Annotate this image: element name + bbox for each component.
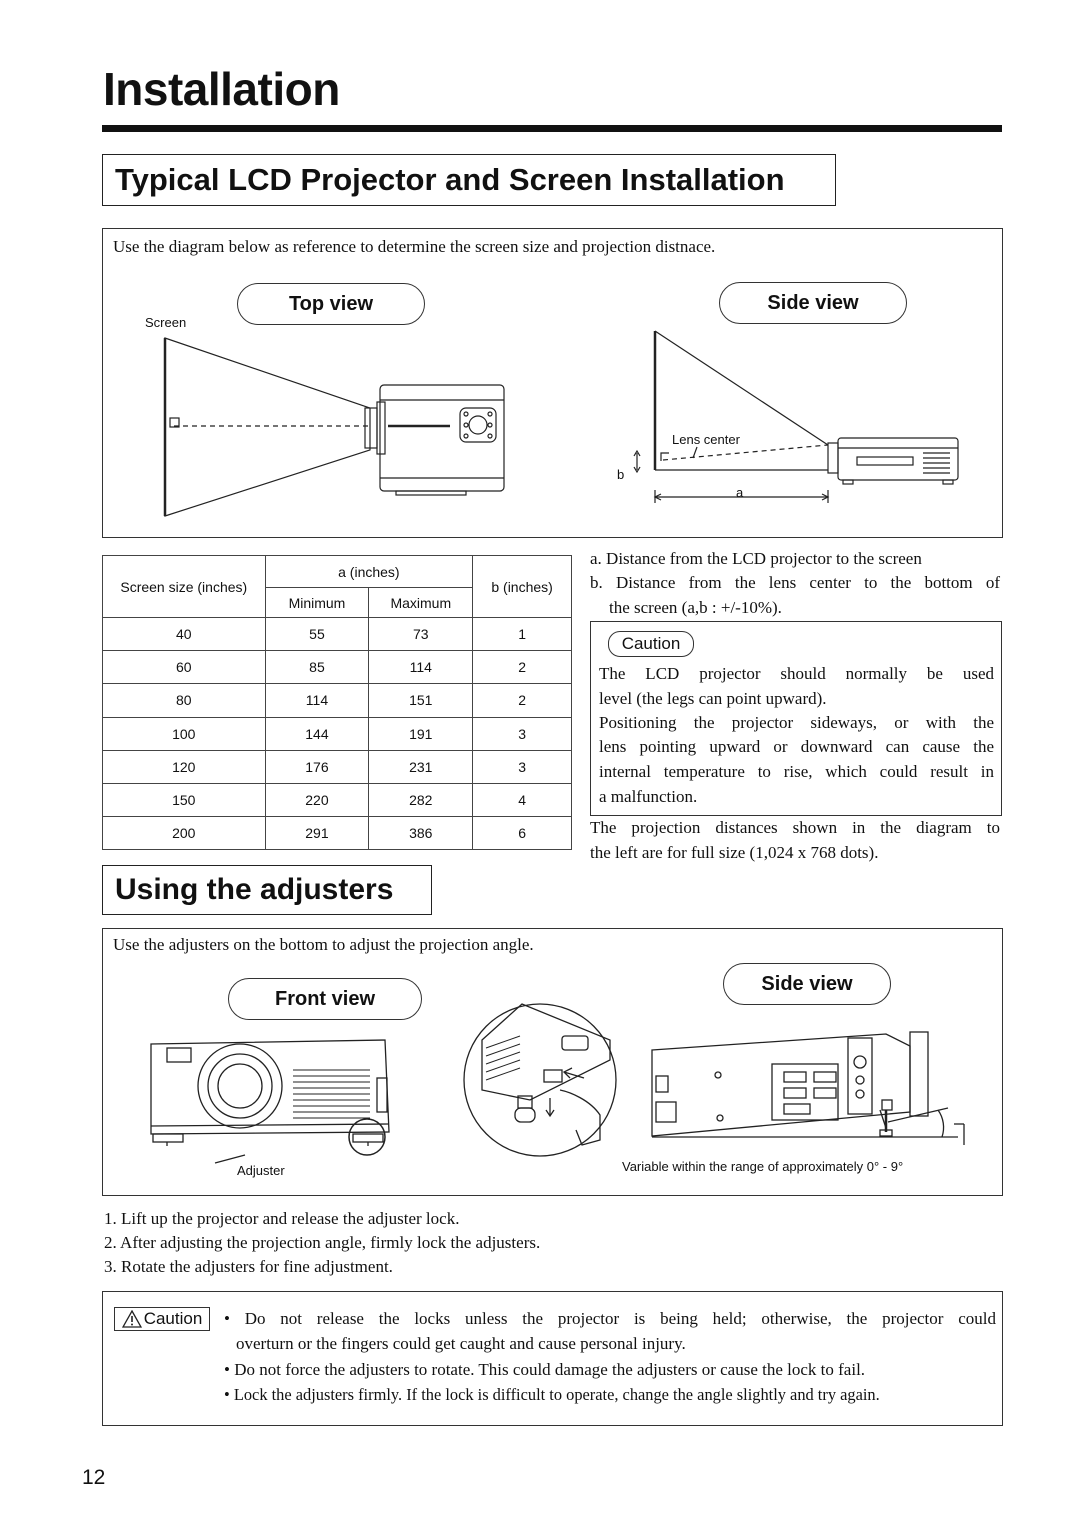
b-definition-line2: the screen (a,b : +/-10%). [609, 598, 782, 617]
cell-b: 4 [473, 783, 572, 816]
cell-screen-size: 40 [103, 618, 266, 651]
cell-screen-size: 200 [103, 816, 266, 849]
adjuster-foot-icon [153, 1134, 183, 1142]
step-2: 2. After adjusting the projection angle, firmly lock the adjusters. [104, 1233, 541, 1252]
section-heading-installation: Typical LCD Projector and Screen Installation [102, 154, 836, 206]
lens-icon [198, 1044, 282, 1128]
power-socket-icon [656, 1102, 676, 1122]
side-view-label-2: Side view [723, 963, 891, 1005]
table-row [103, 717, 572, 750]
b-dimension-label: b [617, 467, 625, 482]
page-title: Installation [103, 63, 340, 115]
adjuster-closeup-diagram [460, 1000, 620, 1160]
hand-icon [560, 1090, 600, 1145]
cell-b: 2 [473, 651, 572, 684]
cell-a-min: 114 [265, 684, 369, 717]
side-view-adjuster-diagram [648, 1020, 973, 1145]
a-dimension-label: a [736, 485, 744, 500]
caution-line: Positioning the projector sideways, or with the [599, 713, 994, 732]
installation-intro: Use the diagram below as reference to determine the screen size and projection distnace. [113, 237, 716, 256]
table-row [103, 651, 572, 684]
front-view-diagram [145, 1030, 395, 1165]
distance-note-line2: the left are for full size (1,024 x 768 dots). [590, 843, 879, 862]
header-maximum: Maximum [369, 588, 473, 618]
cell-a-max: 151 [369, 684, 473, 717]
adjuster-lock-icon [544, 1070, 562, 1082]
step-3: 3. Rotate the adjusters for fine adjustment. [104, 1257, 393, 1276]
cell-screen-size: 80 [103, 684, 266, 717]
cell-a-max: 191 [369, 717, 473, 750]
projector-corner-icon [482, 1004, 610, 1100]
table-row [103, 816, 572, 849]
projection-beam [165, 338, 370, 516]
caution-line: level (the legs can point upward). [599, 689, 827, 708]
caution-badge-text: Caution [143, 1309, 203, 1328]
table-row [103, 618, 572, 651]
cell-screen-size: 150 [103, 783, 266, 816]
cell-a-min: 176 [265, 750, 369, 783]
cell-screen-size: 100 [103, 717, 266, 750]
adjusters-intro: Use the adjusters on the bottom to adjust the projection angle. [113, 935, 534, 954]
warning-triangle-icon [122, 1310, 142, 1328]
caution-line: a malfunction. [599, 787, 698, 806]
projector-front-icon [151, 1040, 389, 1134]
title-rule [102, 125, 1002, 132]
caution-line: lens pointing upward or downward can cause the [599, 737, 994, 756]
lens-barrel-icon [365, 408, 377, 448]
projector-top-icon [380, 385, 504, 491]
cell-a-min: 55 [265, 618, 369, 651]
step-1: 1. Lift up the projector and release the adjuster lock. [104, 1209, 460, 1228]
cell-b: 6 [473, 816, 572, 849]
cell-b: 3 [473, 717, 572, 750]
caution-line: internal temperature to rise, which could result in [599, 762, 994, 781]
cell-a-min: 291 [265, 816, 369, 849]
cell-a-min: 220 [265, 783, 369, 816]
header-minimum: Minimum [265, 588, 369, 618]
lens-center-label: Lens center [672, 432, 740, 447]
caution-label: Caution [608, 631, 694, 657]
cell-screen-size: 120 [103, 750, 266, 783]
cell-a-min: 144 [265, 717, 369, 750]
adjuster-label: Adjuster [237, 1163, 285, 1178]
top-view-label: Top view [237, 283, 425, 325]
header-screen-size: Screen size (inches) [103, 556, 266, 618]
caution-bullet-1-line1: • Do not release the locks unless the projector is being held; otherwise, the projector could [224, 1309, 996, 1328]
angle-range-label: Variable within the range of approximately 0° - 9° [622, 1159, 904, 1174]
header-b: b (inches) [473, 556, 572, 618]
table-row [103, 684, 572, 717]
caution-bullet-1-line2: overturn or the fingers could get caught and cause personal injury. [236, 1334, 686, 1353]
projector-side-icon [652, 1034, 910, 1136]
distance-note-line1: The projection distances shown in the diagram to [590, 818, 1000, 837]
cell-screen-size: 60 [103, 651, 266, 684]
a-definition: a. Distance from the LCD projector to the screen [590, 549, 922, 568]
cell-a-min: 85 [265, 651, 369, 684]
front-view-label: Front view [228, 978, 422, 1020]
side-view-diagram [625, 325, 965, 515]
caution-badge [114, 1307, 210, 1331]
cell-a-max: 73 [369, 618, 473, 651]
adjuster-knob-icon [515, 1108, 535, 1122]
section-heading-adjusters: Using the adjusters [102, 865, 432, 915]
screen-label: Screen [145, 315, 187, 330]
cell-a-max: 231 [369, 750, 473, 783]
side-view-label: Side view [719, 282, 907, 324]
table-row [103, 783, 572, 816]
lens-icon [828, 443, 838, 473]
caution-bullet-3: • Lock the adjusters firmly. If the lock is difficult to operate, change the angle slightly and try again. [224, 1385, 880, 1404]
cell-a-max: 114 [369, 651, 473, 684]
caution-line: The LCD projector should normally be used [599, 664, 994, 683]
projector-side-icon [838, 438, 958, 480]
header-a: a (inches) [265, 556, 473, 588]
page-number: 12 [82, 1466, 106, 1489]
caution-bullet-2: • Do not force the adjusters to rotate. This could damage the adjusters or cause the lock to fail. [224, 1360, 866, 1379]
cell-b: 2 [473, 684, 572, 717]
top-view-diagram [160, 330, 520, 520]
cell-b: 1 [473, 618, 572, 651]
cell-b: 3 [473, 750, 572, 783]
cell-a-max: 282 [369, 783, 473, 816]
table-row [103, 750, 572, 783]
cell-a-max: 386 [369, 816, 473, 849]
b-definition-line1: b. Distance from the lens center to the bottom of [590, 573, 1000, 592]
screen-size-table [102, 555, 572, 850]
